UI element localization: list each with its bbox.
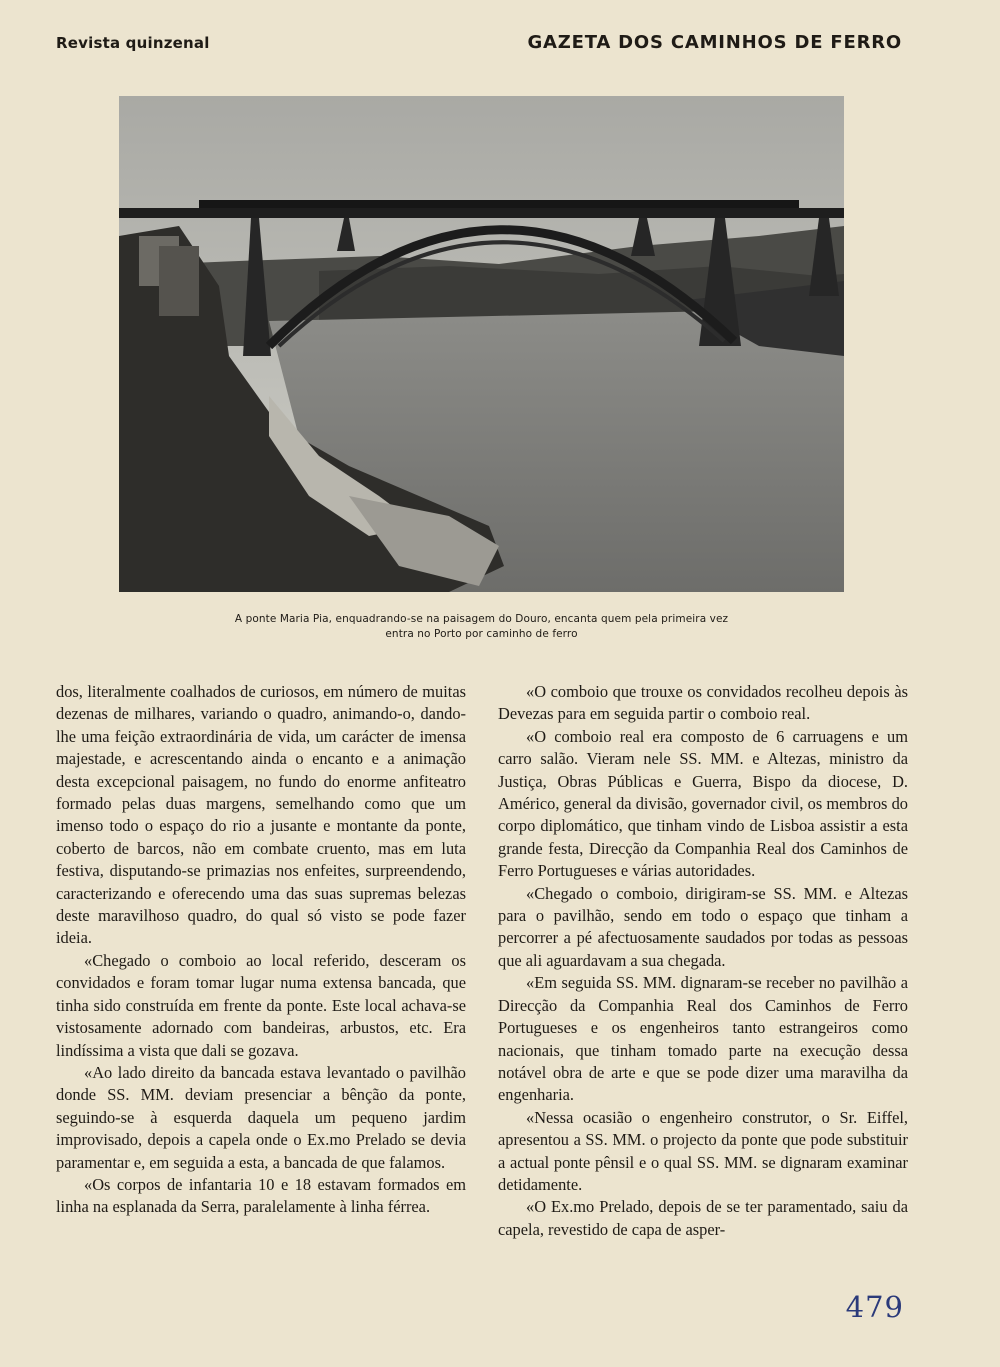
paragraph: «O Ex.mo Prelado, depois de se ter paramentado, saiu da capela, revestido de capa de asper- <box>498 1197 908 1239</box>
photo-caption <box>119 612 844 642</box>
header-magazine-title: GAZETA DOS CAMINHOS DE FERRO <box>527 32 902 53</box>
bridge-photo <box>119 96 844 592</box>
paragraph: «Os corpos de infantaria 10 e 18 estavam formados em linha na esplanada da Serra, paralelamente à linha férrea. <box>56 1174 466 1217</box>
article-column-left <box>56 681 466 1219</box>
paragraph: «O comboio real era composto de 6 carruagens e um carro salão. Vieram nele SS. MM. e Altezas, ministro da Justiça, Obras Públicas e Guerra, Bispo da diocese, D. Américo, general da divisão, governador civil, os membros do corpo diplomático, que tinham vindo de Lisboa assistir a esta grande festa, Direcção da Companhia Real dos Caminhos de Ferro Portugueses e várias autoridades. <box>498 726 908 881</box>
paragraph: «Nessa ocasião o engenheiro construtor, o Sr. Eiffel, apresentou a SS. MM. o projecto da ponte que pode substituir a actual ponte pênsil e o qual SS. MM. se dignaram examinar detidamente. <box>498 1107 908 1194</box>
paragraph: «Chegado o comboio, dirigiram-se SS. MM. e Altezas para o pavilhão, sendo em todo o espaço que tinham a percorrer a pé afectuosamente saudados por todas as pessoas que ali aguardavam a sua chegada. <box>498 883 908 970</box>
paragraph: dos, literalmente coalhados de curiosos, em número de muitas dezenas de milhares, variando o quadro, animando-o, dando-lhe uma feição extraordinária de vida, um carácter de imensa majestade, e acrescentando ainda o encanto e a animação desta excepcional paisagem, no fundo do enorme anfiteatro formado pelas duas margens, semelhando como que um imenso todo o espaço do rio a jusante e montante da ponte, coberto de barcos, não em combate cruento, mas em luta festiva, disputando-se primazias nos enfeites, surpreendendo, caracterizando e oferecendo uma das suas supremas belezas deste maravilhoso quadro, do qual só visto se pode fazer ideia. <box>56 682 466 948</box>
paragraph: «Ao lado direito da bancada estava levantado o pavilhão donde SS. MM. deviam presenciar a bênção da ponte, seguindo-se à esquerda daquela um pequeno jardim improvisado, depois a capela onde o Ex.mo Prelado se devia paramentar e, em seguida a esta, a bancada de que falamos. <box>56 1062 466 1172</box>
paragraph: «Chegado o comboio ao local referido, desceram os convidados e foram tomar lugar numa extensa bancada, que tinha sido construída em frente da ponte. Este local achava-se vistosamente adornado com bandeiras, arbustos, etc. Era lindíssima a vista que dali se gozava. <box>56 950 466 1060</box>
caption-line-1: A ponte Maria Pia, enquadrando-se na paisagem do Douro, encanta quem pela primeira vez <box>234 613 729 625</box>
header-publication-frequency: Revista quinzenal <box>56 34 210 52</box>
paragraph: «O comboio que trouxe os convidados recolheu depois às Devezas para em seguida partir o comboio real. <box>498 682 908 724</box>
caption-line-2: entra no Porto por caminho de ferro <box>385 628 578 640</box>
page-number: 479 <box>845 1290 904 1324</box>
article-column-right <box>498 681 908 1241</box>
bridge-photo-illustration <box>119 96 844 592</box>
paragraph: «Em seguida SS. MM. dignaram-se receber no pavilhão a Direcção da Companhia Real dos Caminhos de Ferro Portugueses e os engenheiros tanto estrangeiros como nacionais, que tinham tomado parte na execução dessa notável obra de arte e que se pode dizer uma maravilha da engenharia. <box>498 973 908 1105</box>
